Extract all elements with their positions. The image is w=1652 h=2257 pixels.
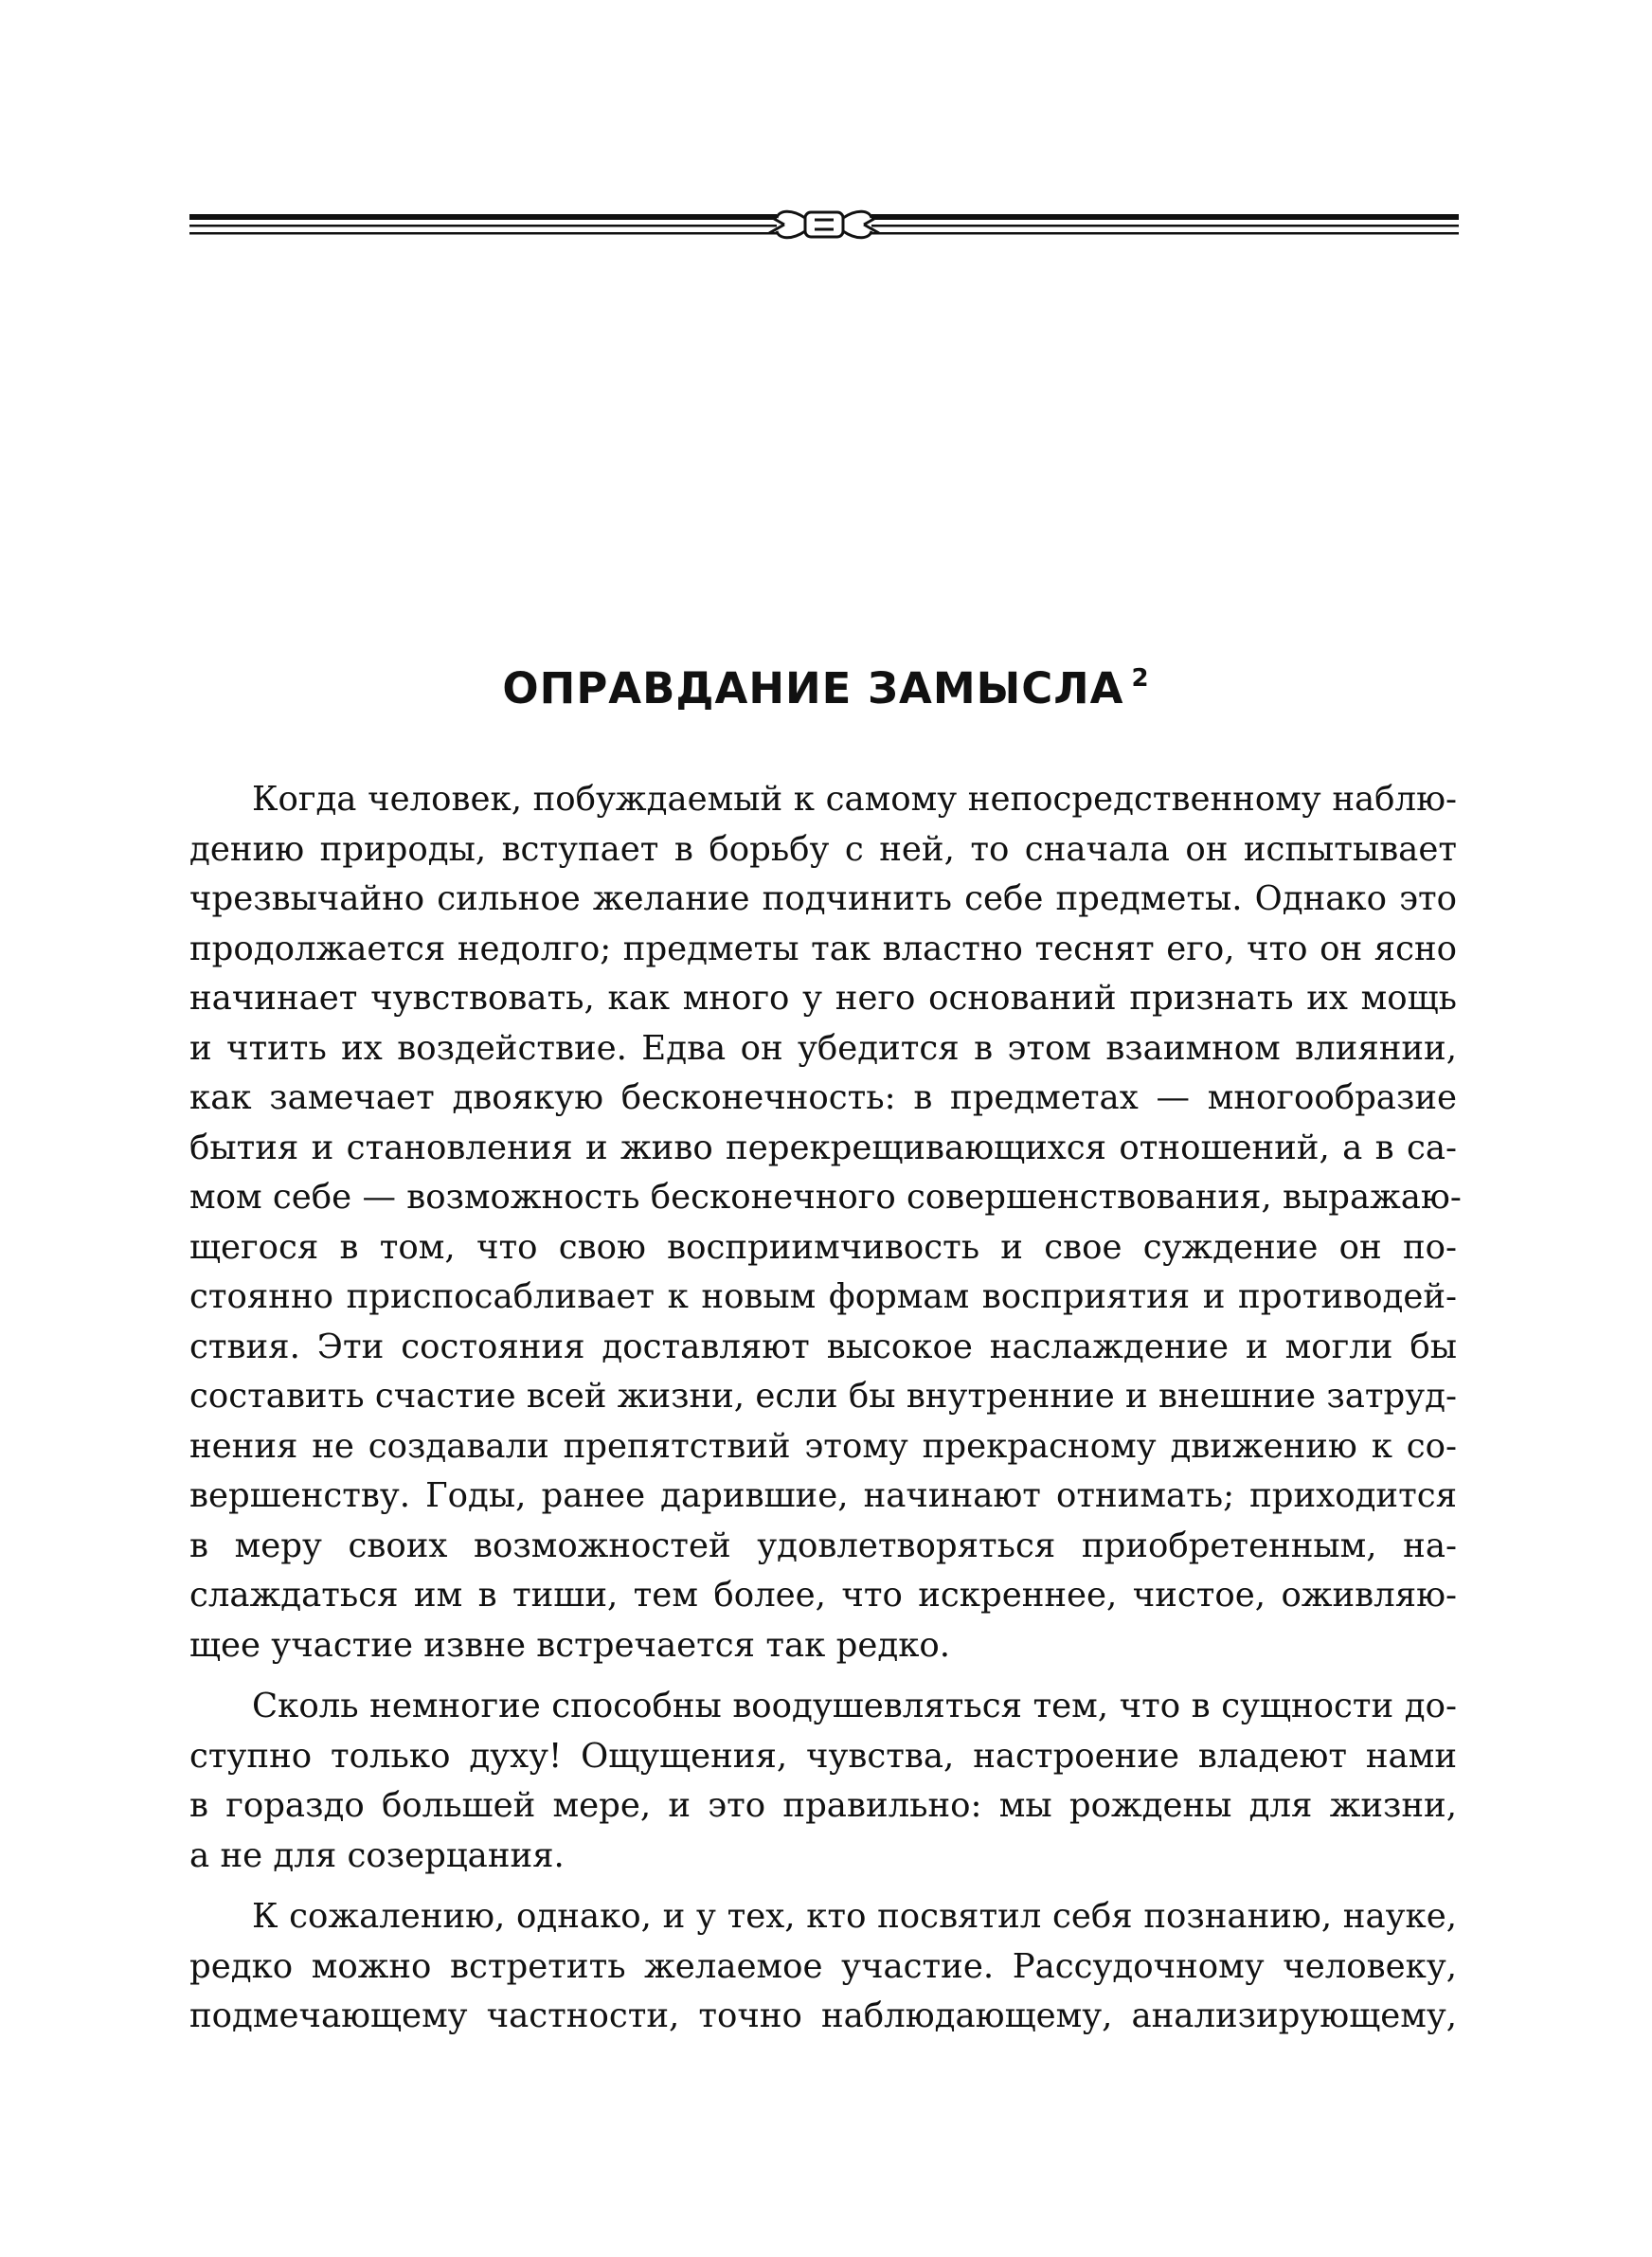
text-line: продолжается недолго; предметы так властно теснят его, что он ясно xyxy=(189,929,1457,968)
text-line: подмечающему частности, точно наблюдающему, анализирующему, xyxy=(189,1996,1457,2035)
text-line: Когда человек, побуждаемый к самому непосредственному наблю- xyxy=(252,780,1457,819)
title-block xyxy=(0,663,1652,713)
text-line: и чтить их воздействие. Едва он убедится в этом взаимном влиянии, xyxy=(189,1028,1457,1068)
text-line: слаждаться им в тиши, тем более, что искреннее, чистое, оживляю- xyxy=(189,1576,1457,1615)
text-line: ствия. Эти состояния доставляют высокое наслаждение и могли бы xyxy=(189,1327,1457,1366)
text-line: в гораздо большей мере, и это правильно: мы рождены для жизни, xyxy=(189,1786,1457,1825)
text-line: как замечает двоякую бесконечность: в предметах — многообразие xyxy=(189,1078,1457,1117)
text-line: в меру своих возможностей удовлетворяться приобретенным, на- xyxy=(189,1526,1457,1565)
paragraph xyxy=(189,775,1462,1670)
text-line: Сколь немногие способны воодушевляться тем, что в сущности до- xyxy=(252,1687,1457,1725)
text-line: а не для созерцания. xyxy=(189,1835,565,1875)
text-line: составить счастие всей жизни, если бы внутренние и внешние затруд- xyxy=(189,1377,1457,1416)
paragraph xyxy=(189,1682,1457,1881)
text-line: щегося в том, что свою восприимчивость и свое суждение он по- xyxy=(189,1227,1457,1267)
text-line: начинает чувствовать, как много у него оснований признать их мощь xyxy=(189,979,1457,1018)
chapter-title: ОПРАВДАНИЕ ЗАМЫСЛА $^2$ xyxy=(502,663,1150,713)
text-line: стоянно приспосабливает к новым формам восприятия и противодей- xyxy=(189,1277,1457,1316)
footnote-marker: 2 xyxy=(1131,664,1150,693)
header-ornament xyxy=(189,199,1459,256)
text-line: редко можно встретить желаемое участие. Рассудочному человеку, xyxy=(189,1946,1457,1986)
text-line: К сожалению, однако, и у тех, кто посвятил себя познанию, науке, xyxy=(252,1897,1457,1936)
text-line: нения не создавали препятствий этому прекрасному движению к со- xyxy=(189,1426,1457,1466)
text-line: чрезвычайно сильное желание подчинить себе предметы. Однако это xyxy=(189,879,1457,918)
text-line: бытия и становления и живо перекрещивающихся отношений, а в са- xyxy=(189,1128,1457,1167)
text-line: ступно только духу! Ощущения, чувства, настроение владеют нами xyxy=(189,1736,1457,1776)
text-line: вершенству. Годы, ранее дарившие, начинают отнимать; приходится xyxy=(189,1476,1457,1515)
paragraph xyxy=(189,1892,1457,2042)
text-line: дению природы, вступает в борьбу с ней, то сначала он испытывает xyxy=(189,829,1457,869)
text-line: мом себе — возможность бесконечного совершенствования, выражаю- xyxy=(189,1178,1462,1217)
text-line: щее участие извне встречается так редко. xyxy=(189,1625,951,1665)
body-text xyxy=(189,775,1462,2053)
